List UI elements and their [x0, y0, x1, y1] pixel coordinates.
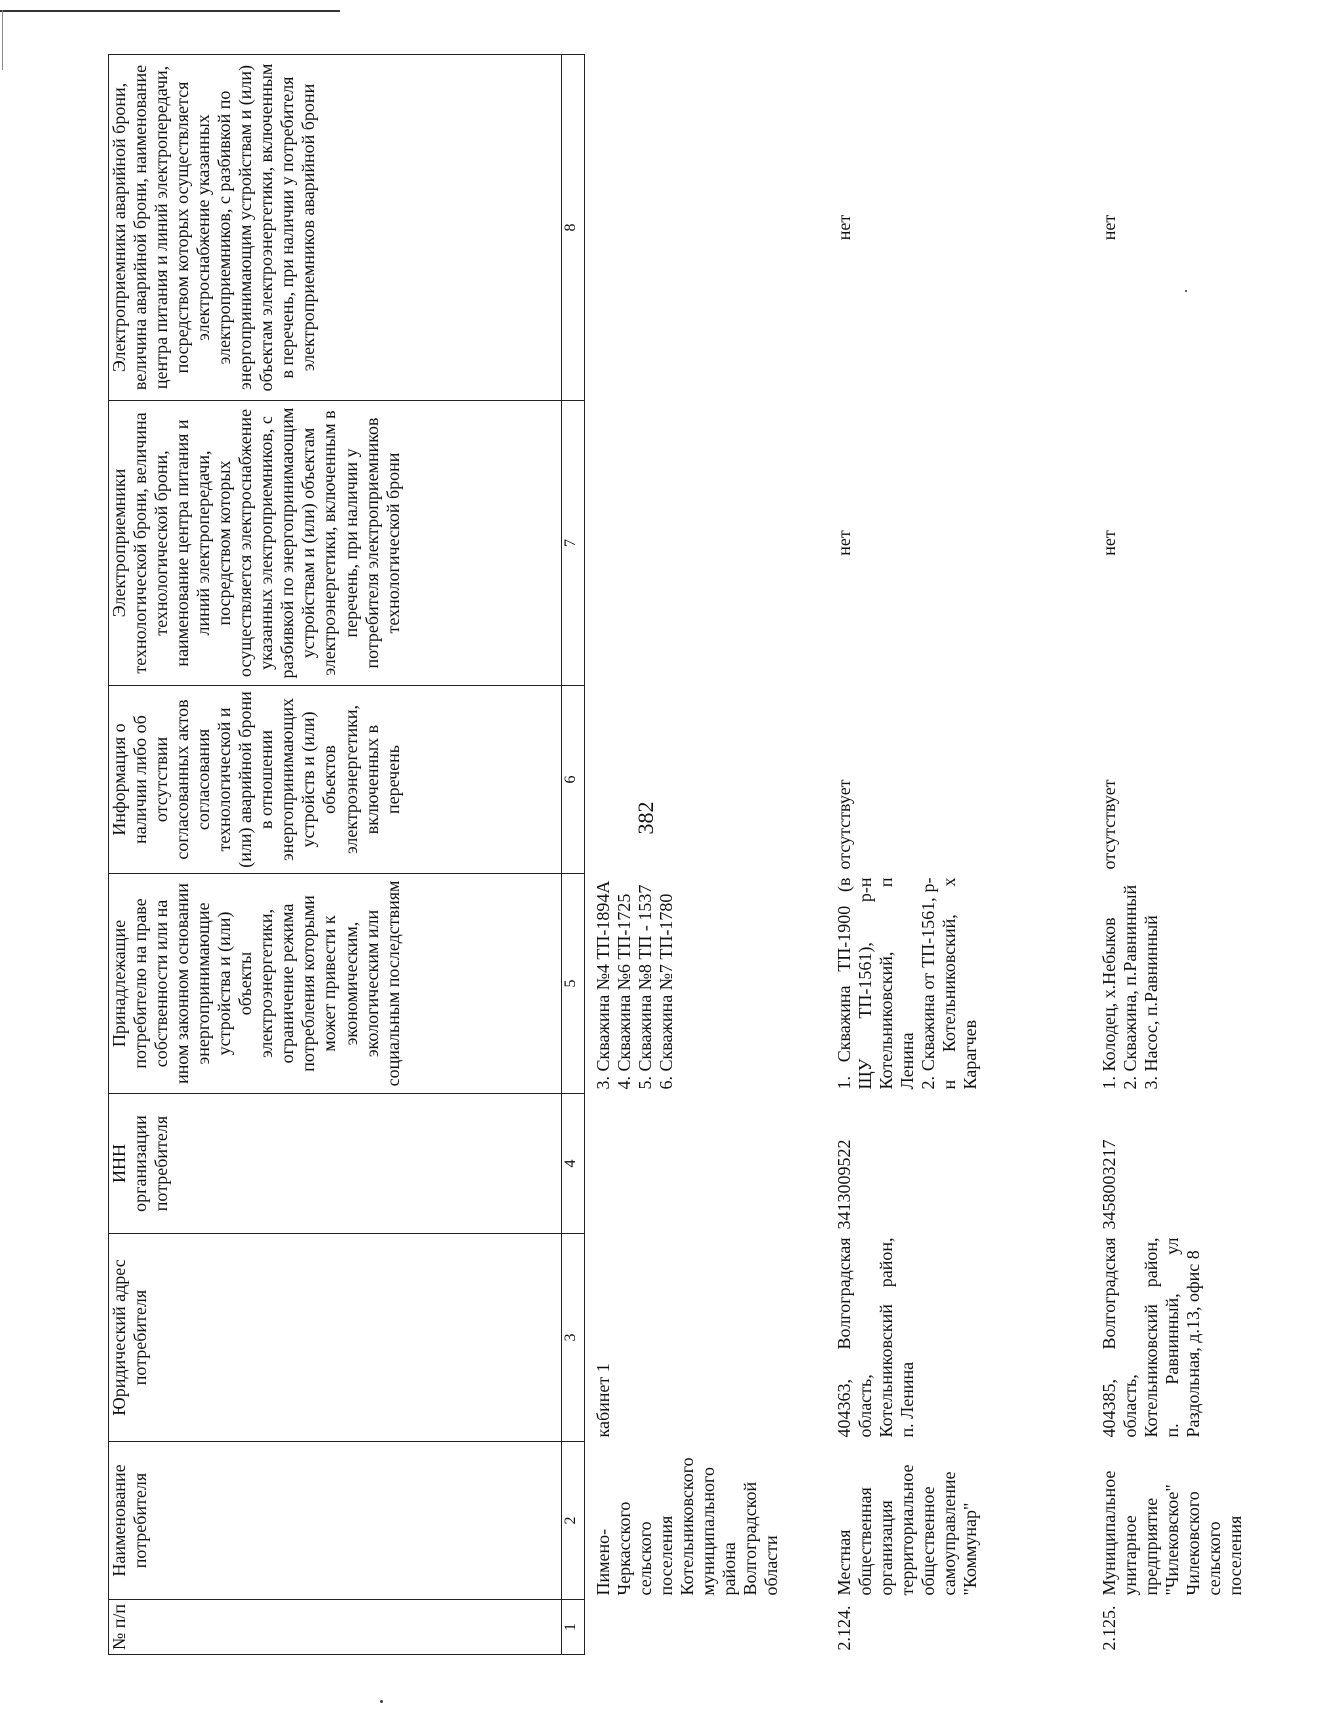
cell-inn: 3413009522 — [833, 1139, 854, 1230]
cell-emerg: нет — [833, 214, 854, 241]
cell-inn — [585, 1094, 820, 1234]
cell-address: 404363, Волгоградская область, Котельниковский район, п. Ленина — [833, 1237, 917, 1438]
cell-name: Местная общественная организация территориальное общественное самоуправление "Коммунар" — [833, 1464, 980, 1596]
cell-emerg — [585, 55, 820, 401]
header-cell: Электроприемники технологической брони, величина технологической брони, наименование центра питания и линий электропередачи, посредством которых осуществляется электроснабжение указанных электроприемников, с разбивкой по энергопринимающим устройствам и (или) объектам электроэнергетики, включенным в перечень, при наличии у потребителя электроприемников технологической брони — [109, 401, 562, 686]
cell-address: кабинет 1 — [593, 1363, 613, 1438]
header-cell: № п/п — [109, 1600, 562, 1655]
cell-devices: 1. Скважина ТП-1900 (в ЩУ ТП-1561), р-н Котельниковский, п Ленина 2. Скважина от ТП-1561, р-н Котельниковский, х Карагчев — [833, 877, 980, 1090]
column-number: 7 — [562, 401, 585, 686]
scan-speck — [380, 1700, 383, 1703]
column-number: 8 — [562, 55, 585, 401]
header-cell: Юридический адрес потребителя — [109, 1234, 562, 1442]
table-row — [585, 55, 820, 1655]
cell-emerg: нет — [1098, 214, 1119, 241]
cell-info: отсутствует — [1098, 779, 1119, 870]
cell-name: Пимено-Черкасского сельского поселения Котельниковского муниципального района Волгоградской области — [593, 1457, 782, 1596]
cell-address: 404385, Волгоградская область, Котельниковский район, п. Равнинный, ул Раздольная, д.13, офис 8 — [1098, 1237, 1203, 1438]
page-number: 382 — [633, 801, 658, 835]
cell-tech: нет — [833, 530, 854, 556]
cell-tech: нет — [1098, 530, 1119, 556]
table-row — [1085, 55, 1335, 1655]
column-number: 6 — [562, 686, 585, 874]
column-number: 3 — [562, 1234, 585, 1442]
cell-devices: 3. Скважина №4 ТП-1894А 4. Скважина №6 ТП-1725 5. Скважина №8 ТП - 1537 6. Скважина №7 ТП-1780 — [593, 880, 677, 1090]
table-body — [585, 55, 1335, 1655]
cell-num: 2.124. — [833, 1605, 854, 1651]
cell-num: 2.125. — [1098, 1605, 1119, 1651]
left-rule — [2, 10, 3, 70]
table-row — [820, 55, 1085, 1655]
column-number: 4 — [562, 1094, 585, 1234]
cell-name: Муниципальное унитарное предприятие "Чилековское" Чилековского сельского поселения — [1098, 1470, 1245, 1596]
cell-info — [585, 686, 820, 874]
column-number: 1 — [562, 1600, 585, 1655]
scan-speck — [1185, 290, 1187, 292]
header-cell: Электроприемники аварийной брони, величина аварийной брони, наименование центра питания и линий электропередачи, посредством которых осуществляется электроснабжение указанных электроприемников, с разбивкой по энергопринимающим устройствам и (или) объектам электроэнергетики, включенным в перечень, при наличии у потребителя электроприемников аварийной брони — [109, 55, 562, 401]
cell-num — [585, 1600, 820, 1655]
rotated-sheet — [108, 55, 1245, 1655]
header-cell: ИНН организации потребителя — [109, 1094, 562, 1234]
cell-tech — [585, 401, 820, 686]
consumers-table — [108, 54, 1335, 1655]
header-cell: Принадлежащие потребителю на праве собственности или на ином законном основании энергопринимающие устройства и (или) объекты электроэнергетики, ограничение режима потребления которыми может привести к экономическим, экологическим или социальным последствиям — [109, 874, 562, 1094]
column-number: 2 — [562, 1442, 585, 1600]
top-rule — [0, 10, 340, 12]
column-number: 5 — [562, 874, 585, 1094]
column-number-row — [562, 55, 585, 1655]
cell-devices: 1. Колодец, х.Небыков 2. Скважина, п.Равнинный 3. Насос, п.Равнинный — [1098, 884, 1161, 1090]
header-row — [109, 55, 562, 1655]
cell-inn: 3458003217 — [1098, 1139, 1119, 1230]
cell-info: отсутствует — [833, 779, 854, 870]
header-cell: Информация о наличии либо об отсутствии согласованных актов согласования технологической и (или) аварийной брони в отношении энергопринимающих устройств и (или) объектов электроэнергетики, включенных в перечень — [109, 686, 562, 874]
header-cell: Наименование потребителя — [109, 1442, 562, 1600]
